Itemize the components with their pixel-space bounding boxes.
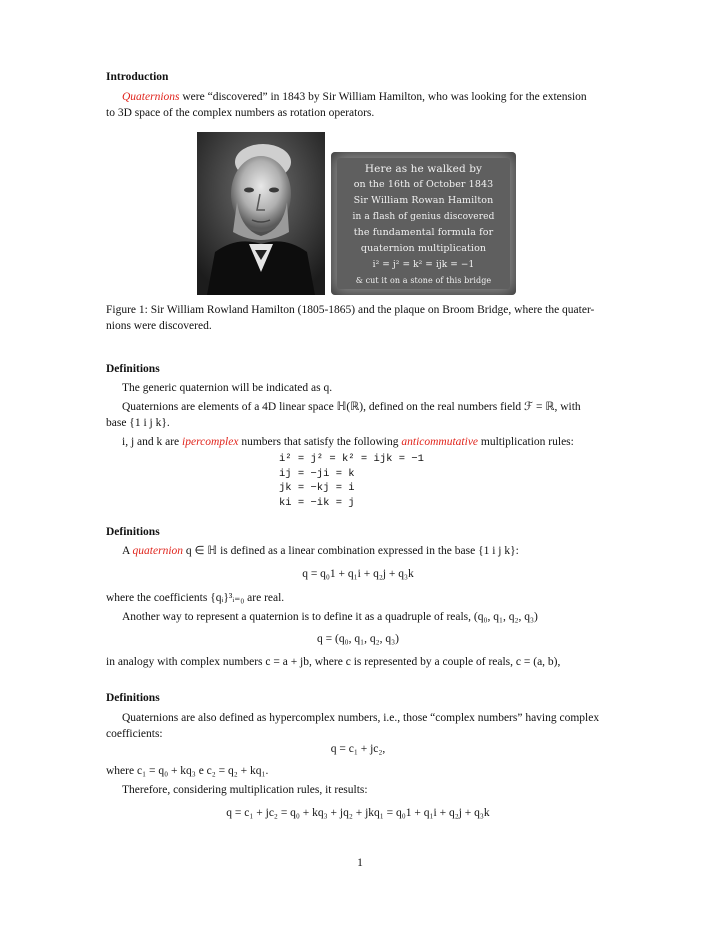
hamilton-portrait-image (197, 132, 325, 295)
def3-paragraph-2: where c₁ = q₀ + kq₃ e c₂ = q₂ + kq₁. (106, 765, 269, 777)
plaque-line: Sir William Rowan Hamilton (353, 195, 494, 206)
plaque-line: the fundamental formula for (353, 227, 494, 238)
def3-paragraph-1-line2: coefficients: (106, 728, 163, 740)
plaque-line: on the 16th of October 1843 (353, 179, 494, 190)
def2-paragraph-1: A quaternion q ∈ ℍ is defined as a linear combination expressed in the base {1 i j k}: (122, 545, 519, 557)
def2-paragraph-2: where the coefficients {qᵢ}³ᵢ₌₀ are real. (106, 592, 285, 604)
plaque-line: in a flash of genius discovered (352, 212, 495, 222)
figure-caption-line1: Figure 1: Sir William Rowland Hamilton (1805-1865) and the plaque on Broom Bridge, where the quater- (106, 304, 595, 316)
term-ipercomplex[interactable]: ipercomplex (182, 436, 239, 448)
def2-paragraph-4: in analogy with complex numbers c = a + jb, where c is represented by a couple of reals, c = (a, b), (106, 656, 561, 668)
heading-definitions-3: Definitions (106, 692, 160, 704)
heading-definitions-2: Definitions (106, 526, 160, 538)
term-quaternions[interactable]: Quaternions (122, 91, 180, 103)
equation-hypercomplex: q = c₁ + jc₂, (330, 743, 386, 755)
rule-equation: jk = −kj = i (279, 482, 355, 494)
equation-linear-combination: q = q₀1 + q₁i + q₂j + q₃k (302, 568, 414, 580)
def1-paragraph-3: i, j and k are ipercomplex numbers that satisfy the following anticommutative multiplication rules: (122, 436, 574, 448)
heading-definitions-1: Definitions (106, 363, 160, 375)
def2-paragraph-3: Another way to represent a quaternion is to define it as a quadruple of reals, (q₀, q₁, q₂, q₃) (122, 611, 538, 623)
def3-paragraph-3: Therefore, considering multiplication rules, it results: (122, 784, 368, 796)
figure-caption-line2: nions were discovered. (106, 320, 212, 332)
def1-paragraph-1: The generic quaternion will be indicated as q. (122, 382, 333, 394)
equation-quadruple: q = (q₀, q₁, q₂, q₃) (317, 633, 399, 645)
rule-equation: i² = j² = k² = ijk = −1 (279, 453, 424, 465)
equation-expansion: q = c₁ + jc₂ = q₀ + kq₃ + jq₂ + jkq₁ = q₀1 + q₁i + q₂j + q₃k (226, 807, 490, 819)
rule-equation: ki = −ik = j (279, 496, 355, 509)
plaque-line: & cut it on a stone of this bridge (355, 276, 492, 285)
intro-paragraph-line2: to 3D space of the complex numbers as rotation operators. (106, 107, 375, 119)
page-number: 1 (357, 857, 363, 869)
broom-bridge-plaque-image (331, 152, 516, 295)
plaque-line: Here as he walked by (364, 163, 483, 175)
heading-introduction: Introduction (106, 71, 169, 83)
plaque-line: quaternion multiplication (360, 243, 487, 254)
multiplication-rules (279, 452, 424, 510)
rule-equation: ij = −ji = k (279, 467, 355, 480)
plaque-line: i² = j² = k² = ijk = −1 (372, 260, 475, 270)
intro-paragraph-line1: Quaternions were “discovered” in 1843 by Sir William Hamilton, who was looking for the extension (122, 91, 587, 103)
def3-paragraph-1-line1: Quaternions are also defined as hypercomplex numbers, i.e., those “complex numbers” having complex (122, 712, 600, 724)
term-anticommutative[interactable]: anticommutative (401, 436, 479, 448)
term-quaternion[interactable]: quaternion (132, 545, 184, 557)
def1-paragraph-2-line2: base {1 i j k}. (106, 417, 170, 429)
def1-paragraph-2-line1: Quaternions are elements of a 4D linear space ℍ(ℝ), defined on the real numbers field ℱ = ℝ, with (122, 401, 581, 413)
